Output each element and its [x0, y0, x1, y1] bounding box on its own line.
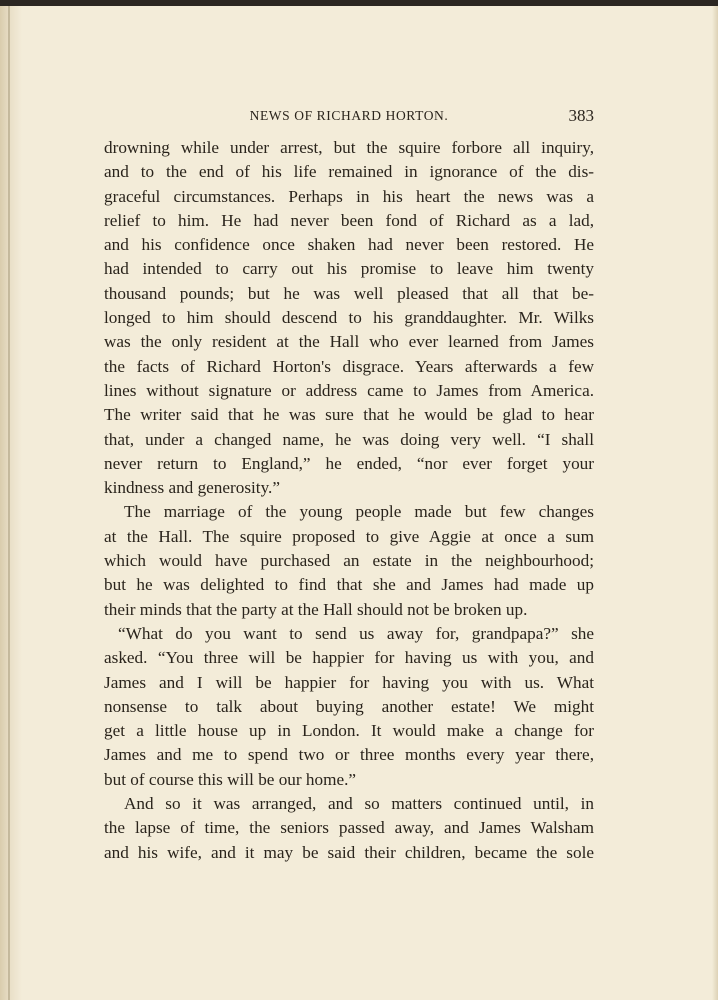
text-line: and his confidence once shaken had never been restored. He — [104, 235, 594, 255]
text-line: never return to England,” he ended, “nor ever forget your — [104, 453, 594, 473]
text-line: at the Hall. The squire proposed to give Aggie at once a sum — [104, 526, 594, 546]
paragraph-first-line: And so it was arranged, and so matters continued until, in — [124, 794, 594, 814]
page-right-edge — [712, 6, 718, 1000]
text-line: and to the end of his life remained in ignorance of the dis- — [104, 162, 594, 182]
book-gutter — [0, 6, 22, 1000]
text-line: thousand pounds; but he was well pleased that all that be- — [104, 283, 594, 303]
text-line: James and I will be happier for having you with us. What — [104, 672, 594, 692]
text-line: which would have purchased an estate in the neighbourhood; — [104, 551, 594, 571]
text-line: asked. “You three will be happier for having us with you, and — [104, 648, 594, 668]
running-head — [104, 106, 594, 128]
text-line: and his wife, and it may be said their children, became the sole — [104, 842, 594, 862]
paragraph-first-line: “What do you want to send us away for, grandpapa?” she — [118, 623, 594, 643]
text-line: but of course this will be our home.” — [104, 769, 357, 789]
paragraph-first-line: The marriage of the young people made but few changes — [124, 502, 594, 522]
text-line: graceful circumstances. Perhaps in his heart the news was a — [104, 186, 594, 206]
binding-line — [8, 6, 10, 1000]
text-line: the facts of Richard Horton's disgrace. Years afterwards a few — [104, 356, 594, 376]
text-line: The writer said that he was sure that he would be glad to hear — [104, 405, 594, 425]
text-line: their minds that the party at the Hall should not be broken up. — [104, 599, 528, 619]
text-line: longed to him should descend to his granddaughter. Mr. Wilks — [104, 308, 594, 328]
text-line: that, under a changed name, he was doing very well. “I shall — [104, 429, 594, 449]
text-line: had intended to carry out his promise to leave him twenty — [104, 259, 594, 279]
text-line: nonsense to talk about buying another estate! We might — [104, 696, 594, 716]
text-line: lines without signature or address came to James from America. — [104, 380, 594, 400]
running-title: NEWS OF RICHARD HORTON. — [249, 108, 449, 123]
text-line: was the only resident at the Hall who ever learned from James — [104, 332, 594, 352]
text-line: the lapse of time, the seniors passed away, and James Walsham — [104, 818, 594, 838]
book-page — [104, 0, 594, 1000]
body-text — [104, 136, 594, 865]
text-line: but he was delighted to find that she and James had made up — [104, 575, 594, 595]
text-line: kindness and generosity.” — [104, 478, 280, 498]
text-line: get a little house up in London. It would make a change for — [104, 721, 594, 741]
text-line: drowning while under arrest, but the squire forbore all inquiry, — [104, 138, 594, 157]
text-line: James and me to spend two or three months every year there, — [104, 745, 594, 765]
page-number: 383 — [568, 106, 594, 125]
text-line: relief to him. He had never been fond of Richard as a lad, — [104, 210, 594, 230]
